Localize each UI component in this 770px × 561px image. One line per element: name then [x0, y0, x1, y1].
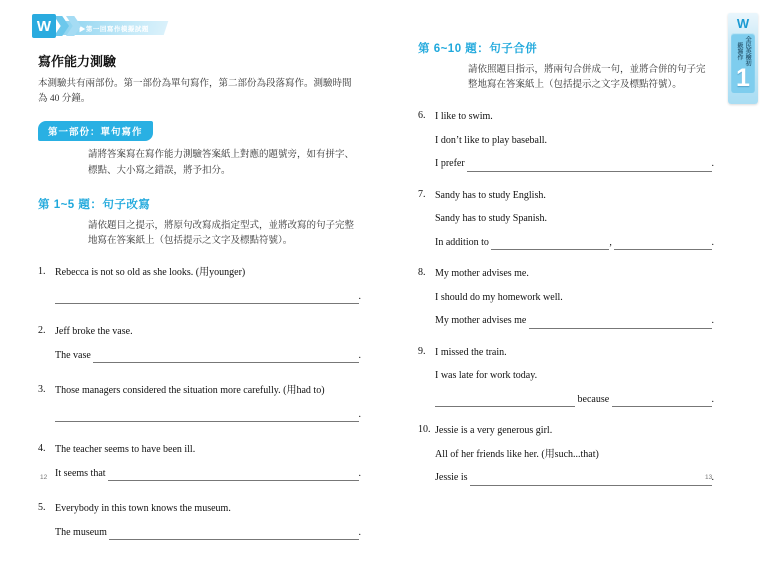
question-text: Those managers considered the situation more carefully. (用had to) [55, 385, 325, 397]
question-line [435, 236, 714, 251]
answer-blank [491, 237, 609, 250]
answer-blank [55, 409, 359, 422]
tab-writing-icon: W [736, 16, 750, 31]
edge-tab [728, 13, 758, 104]
question-text: , [609, 236, 615, 248]
page-number-right: 13 [705, 474, 713, 481]
question-text: . [358, 349, 361, 361]
question-list-6-10 [418, 110, 714, 486]
tab-round-number: 1 [736, 64, 750, 92]
question-item [418, 267, 714, 329]
answer-blank [614, 237, 711, 250]
test-intro: 本測驗共有兩部份。第一部份為單句寫作，第二部份為段落寫作。測驗時間為 40 分鐘。 [38, 79, 352, 105]
part-badge: 第一部份：單句寫作 [38, 121, 153, 141]
answer-blank [529, 316, 712, 329]
question-line [55, 384, 361, 399]
right-page [418, 40, 714, 503]
writing-logo-icon: W [32, 14, 56, 38]
question-text: I prefer [435, 158, 468, 170]
question-text: I missed the train. [435, 346, 507, 358]
question-text: Sandy has to study English. [435, 189, 546, 201]
question-number: 6. [418, 110, 426, 122]
question-text: My mother advises me [435, 315, 529, 327]
question-text: I like to swim. [435, 111, 493, 123]
question-number: 10. [418, 424, 431, 436]
question-line [55, 349, 361, 364]
question-item [418, 424, 714, 486]
question-line [435, 314, 714, 329]
question-number: 8. [418, 267, 426, 279]
question-text: Jeff broke the vase. [55, 326, 133, 338]
question-item [418, 346, 714, 408]
question-text: . [358, 290, 361, 302]
question-line [435, 369, 714, 384]
question-text: In addition to [435, 236, 492, 248]
question-item [418, 189, 714, 251]
chapter-logo [38, 14, 361, 41]
question-text: . [711, 472, 714, 484]
section-heading-1-5: 第 1~5 題：句子改寫 [38, 198, 151, 211]
section-note-6-10: 請依照題目指示，將兩句合併成一句，並將合併的句子完整地寫在答案紙上（包括提示之文字及標點符號）。 [468, 65, 706, 91]
question-line [55, 408, 361, 423]
tab-band [731, 33, 755, 93]
page-number-left: 12 [40, 474, 48, 481]
answer-blank [109, 527, 358, 540]
section-note-1-5: 請依題目之提示，將原句改寫成指定型式，並將改寫的句子完整地寫在答案紙上（包括提示之文字及標點符號）。 [88, 220, 355, 246]
part-note: 請將答案寫在寫作能力測驗答案紙上對應的題號旁，如有拼字、標點、大小寫之錯誤，將予扣分。 [88, 150, 355, 176]
answer-blank [55, 291, 359, 304]
answer-blank [467, 159, 711, 172]
question-item [418, 110, 714, 172]
question-text: . [711, 315, 714, 327]
question-text: It seems that [55, 467, 109, 479]
question-text: . [358, 526, 361, 538]
question-line [55, 325, 361, 340]
chapter-banner-label: ▶第一回寫作模擬試題 [79, 25, 149, 33]
question-item [38, 266, 361, 304]
question-line [435, 424, 714, 439]
question-line [435, 157, 714, 172]
question-number: 1. [38, 266, 46, 278]
question-list-1-5 [38, 266, 361, 540]
question-line [435, 346, 714, 361]
question-item [38, 384, 361, 422]
question-item [38, 325, 361, 363]
question-number: 3. [38, 384, 46, 396]
question-line [435, 448, 714, 463]
question-text: The museum [55, 526, 110, 538]
answer-blank [435, 394, 575, 407]
answer-blank [93, 350, 358, 363]
question-text: All of her friends like her. (用such...that) [435, 448, 599, 460]
question-text: . [711, 236, 714, 248]
question-line [55, 502, 361, 517]
question-line [55, 467, 361, 482]
question-number: 2. [38, 325, 46, 337]
question-line [435, 471, 714, 486]
answer-blank [612, 394, 712, 407]
question-text: Everybody in this town knows the museum. [55, 503, 231, 515]
question-number: 4. [38, 443, 46, 455]
question-text: . [358, 408, 361, 420]
question-number: 7. [418, 188, 426, 200]
question-text: . [711, 393, 714, 405]
left-page [38, 14, 361, 561]
question-line [435, 189, 714, 204]
question-text: Rebecca is not so old as she looks. (用younger) [55, 267, 246, 279]
question-text: . [711, 158, 714, 170]
question-line [55, 290, 361, 305]
question-line [55, 266, 361, 281]
answer-blank [470, 473, 712, 486]
question-text: I should do my homework well. [435, 291, 563, 303]
question-text: Sandy has to study Spanish. [435, 213, 547, 225]
question-line [435, 393, 714, 408]
question-text: I was late for work today. [435, 370, 538, 382]
question-text: Jessie is [435, 472, 470, 484]
question-text: The vase [55, 349, 94, 361]
question-text: . [358, 467, 361, 479]
question-item [38, 443, 361, 481]
question-number: 5. [38, 502, 46, 514]
question-line [435, 212, 714, 227]
question-item [38, 502, 361, 540]
question-text: The teacher seems to have been ill. [55, 444, 196, 456]
question-number: 9. [418, 345, 426, 357]
question-line [435, 267, 714, 282]
question-line [435, 134, 714, 149]
answer-blank [108, 468, 358, 481]
section-heading-6-10: 第 6~10 題：句子合併 [418, 43, 538, 55]
tab-series-label: 全民英檢初級寫作 [736, 36, 751, 66]
question-line [435, 110, 714, 125]
question-text: because [575, 393, 612, 405]
question-line [435, 291, 714, 306]
question-text: I don’t like to play baseball. [435, 134, 548, 146]
question-text: Jessie is a very generous girl. [435, 425, 553, 437]
question-line [55, 443, 361, 458]
page-title: 寫作能力測驗 [38, 54, 117, 69]
question-text: My mother advises me. [435, 268, 529, 280]
question-line [55, 526, 361, 541]
